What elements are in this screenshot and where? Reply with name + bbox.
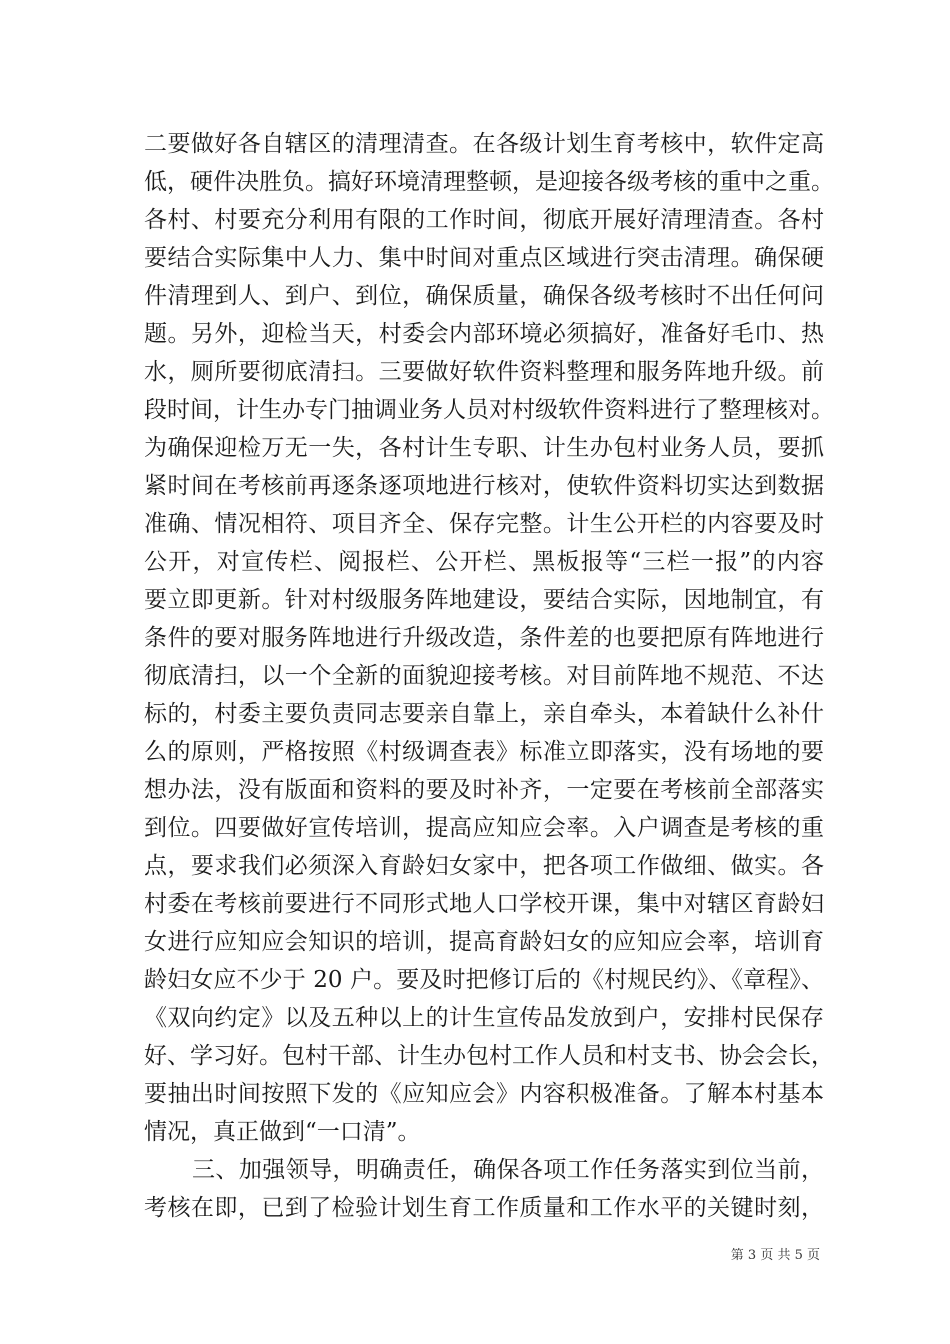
text-line: 条件的要对服务阵地进行升级改造，条件差的也要把原有阵地进行	[144, 625, 824, 651]
text-line: 要立即更新。针对村级服务阵地建设，要结合实际，因地制宜，有	[144, 587, 824, 613]
text-line: 段时间，计生办专门抽调业务人员对村级软件资料进行了整理核对。	[144, 397, 834, 423]
text-line: 情况，真正做到“一口清”。	[144, 1119, 421, 1145]
text-line: 想办法，没有版面和资料的要及时补齐，一定要在考核前全部落实	[144, 777, 824, 803]
text-line: 好、学习好。包村干部、计生办包村工作人员和村支书、协会会长，	[144, 1043, 834, 1069]
text-line: 紧时间在考核前再逐条逐项地进行核对，使软件资料切实达到数据	[144, 473, 824, 499]
text-line: 二要做好各自辖区的清理清查。在各级计划生育考核中，软件定高	[144, 131, 824, 157]
text-line: 么的原则，严格按照《村级调查表》标准立即落实，没有场地的要	[144, 739, 824, 765]
text-line: 龄妇女应不少于 20 户。要及时把修订后的《村规民约》、《章程》、	[144, 967, 824, 993]
text-line: 件清理到人、到户、到位，确保质量，确保各级考核时不出任何问	[144, 283, 824, 309]
section-heading-line: 三、加强领导，明确责任，确保各项工作任务落实到位当前，	[192, 1157, 824, 1183]
text-line: 要抽出时间按照下发的《应知应会》内容积极准备。了解本村基本	[144, 1081, 824, 1107]
text-line: 准确、情况相符、项目齐全、保存完整。计生公开栏的内容要及时	[144, 511, 824, 537]
text-line: 彻底清扫，以一个全新的面貌迎接考核。对目前阵地不规范、不达	[144, 663, 824, 689]
text-line: 考核在即，已到了检验计划生育工作质量和工作水平的关键时刻，	[144, 1195, 824, 1221]
page-number: 第 3 页 共 5 页	[730, 1248, 820, 1263]
text-line: 到位。四要做好宣传培训，提高应知应会率。入户调查是考核的重	[144, 815, 824, 841]
text-line: 要结合实际集中人力、集中时间对重点区域进行突击清理。确保硬	[144, 245, 824, 271]
text-line: 水，厕所要彻底清扫。三要做好软件资料整理和服务阵地升级。前	[144, 359, 824, 385]
text-line: 村委在考核前要进行不同形式地人口学校开课，集中对辖区育龄妇	[144, 891, 824, 917]
text-line: 女进行应知应会知识的培训，提高育龄妇女的应知应会率，培训育	[144, 929, 824, 955]
text-line: 为确保迎检万无一失，各村计生专职、计生办包村业务人员，要抓	[144, 435, 824, 461]
text-line: 低，硬件决胜负。搞好环境清理整顿，是迎接各级考核的重中之重。	[144, 169, 834, 195]
text-line: 《双向约定》以及五种以上的计生宣传品发放到户，安排村民保存	[144, 1005, 824, 1031]
text-line: 各村、村要充分利用有限的工作时间，彻底开展好清理清查。各村	[144, 207, 824, 233]
text-line: 点，要求我们必须深入育龄妇女家中，把各项工作做细、做实。各	[144, 853, 824, 879]
text-line: 标的，村委主要负责同志要亲自靠上，亲自牵头，本着缺什么补什	[144, 701, 824, 727]
text-line: 题。另外，迎检当天，村委会内部环境必须搞好，准备好毛巾、热	[144, 321, 824, 347]
text-line: 公开，对宣传栏、阅报栏、公开栏、黑板报等“三栏一报”的内容	[144, 549, 824, 575]
